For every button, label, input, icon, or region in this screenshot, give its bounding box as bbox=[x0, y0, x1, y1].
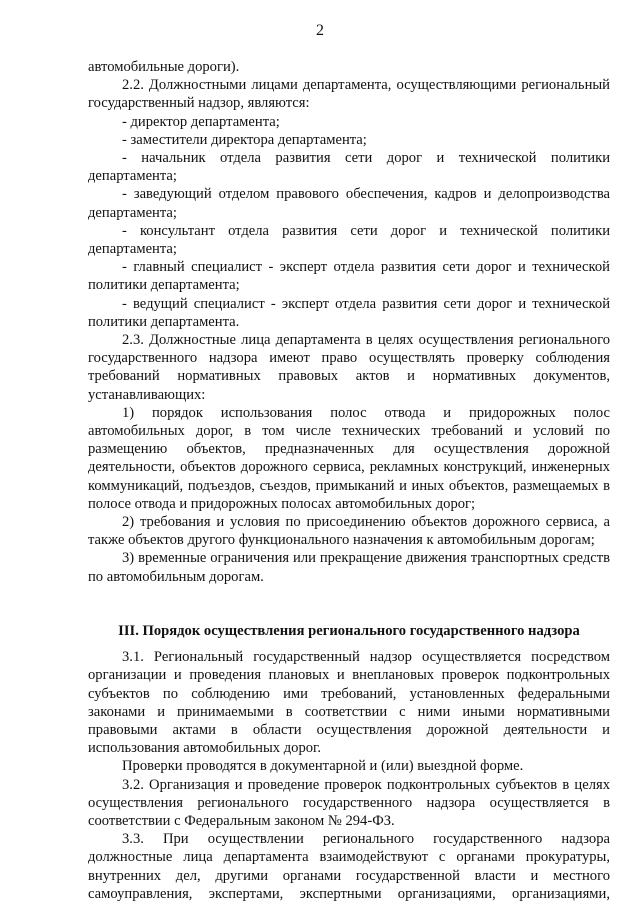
paragraph: - заместители директора департамента; bbox=[122, 131, 367, 148]
paragraph: 3.3. При осуществлении регионального государственного надзора должностные лица департамента взаимодействуют с органами прокуратуры, внутренних дел, другими органами государственной власти и местного самоуправления, экспертами, экспертными организациями, организациями, bbox=[88, 831, 610, 902]
paragraph: - начальник отдела развития сети дорог и технической политики департамента; bbox=[88, 150, 610, 185]
paragraph: 2.3. Должностные лица департамента в целях осуществления регионального государственного надзора имеют право осуществлять проверку соблюдения требований нормативных правовых актов и нормативных документов, устанавливающих: bbox=[88, 332, 610, 403]
paragraph: - ведущий специалист - эксперт отдела развития сети дорог и технической политики департамента. bbox=[88, 295, 610, 330]
paragraph: 1) порядок использования полос отвода и придорожных полос автомобильных дорог, в том числе технических требований и условий по размещению объектов, предназначенных для осуществления дорожной деятельности, объектов дорожного сервиса, рекламных конструкций, инженерных коммуникаций, подъездов, съездов, примыканий и иных объектов, размещаемых в полосе отвода и придорожных полосах автомобильных дорог; bbox=[88, 404, 610, 512]
paragraph: 2.2. Должностными лицами департамента, осуществляющими региональный государственный надзор, являются: bbox=[88, 77, 610, 112]
paragraph: - директор департамента; bbox=[122, 113, 280, 130]
paragraph: - заведующий отделом правового обеспечения, кадров и делопроизводства департамента; bbox=[88, 186, 610, 221]
paragraph: - главный специалист - эксперт отдела развития сети дорог и технической политики департамента; bbox=[88, 259, 610, 294]
paragraph: - консультант отдела развития сети дорог и технической политики департамента; bbox=[88, 222, 610, 258]
paragraph: 3.1. Региональный государственный надзор осуществляется посредством организации и проведения плановых и внеплановых проверок подконтрольных субъектов по соблюдению ими требований, установленных федеральными законами и принимаемыми в соответствии с ними иными нормативными правовыми актами в области осуществления дорожной деятельности и использования автомобильных дорог. bbox=[88, 649, 610, 757]
section-spacer bbox=[88, 586, 610, 622]
section-iii-content bbox=[88, 648, 610, 903]
paragraph: Проверки проводятся в документарной и (или) выездной форме. bbox=[122, 758, 524, 775]
document-body bbox=[88, 58, 610, 903]
paragraph: 3) временные ограничения или прекращение движения транспортных средств по автомобильным дорогам. bbox=[88, 550, 610, 585]
paragraph: 2) требования и условия по присоединению объектов дорожного сервиса, а также объектов другого функционального назначения к автомобильным дорогам; bbox=[88, 514, 610, 549]
page-number: 2 bbox=[316, 22, 324, 39]
section-heading: III. Порядок осуществления регионального государственного надзора bbox=[118, 622, 580, 639]
paragraph: автомобильные дороги). bbox=[88, 59, 240, 75]
paragraph: 3.2. Организация и проведение проверок подконтрольных субъектов в целях осуществления регионального государственного надзора осуществляется в соответствии с Федеральным законом № 294-ФЗ. bbox=[88, 776, 610, 829]
section-ii-content bbox=[88, 58, 610, 586]
